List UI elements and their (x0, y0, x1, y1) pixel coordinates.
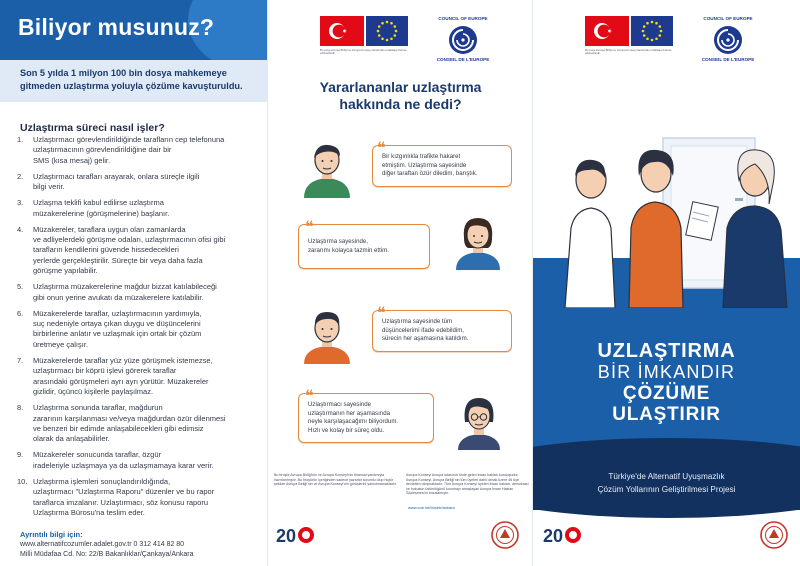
process-step (17, 309, 263, 351)
info-heading: Ayrıntılı bilgi için: (20, 530, 83, 539)
step-text-line: Uzlaştırma işlemleri sonuçlandırıldığında, (33, 476, 171, 486)
woman-avatar-icon (448, 212, 508, 275)
project-name-line: Çözüm Yollarının Geliştirilmesi Projesi (597, 485, 736, 494)
step-text-line: uzlaştırmacı bir köprü işlevi görerek taraflar (33, 366, 177, 376)
step-text-line: zararının karşılanması ve/veya mağdurdan özür dilenmesi (33, 413, 226, 423)
quote-line: etmiştim. Uzlaştırma sayesinde (382, 161, 467, 169)
testimonial-quote-2 (298, 217, 430, 269)
quote-mark-icon: ❝ (377, 303, 386, 322)
process-step (17, 477, 263, 519)
panel-title: Biliyor musunuz? (18, 14, 215, 40)
step-text-line: Uzlaştırmacı tarafları arayarak, onlara süreçle ilgili (33, 171, 200, 181)
testimonials-heading (268, 79, 533, 113)
coe-description: Avrupa Konseyi Avrupa kıtasının önde gelen insan hakları kuruluşudur. Avrupa Konseyi, Avrupa Birliği'nin tüm üyeleri dahil olmak üzere 46 üye devletten oluşmaktadır. Tüm Avrupa Konseyi üyeleri insan hakları, demokrasi ve hukukun üstünlüğünü korumayı amaçlayan Avrupa İnsan Hakları Sözleşmesi'ni imzalamıştır. (406, 473, 529, 496)
cover-title (533, 340, 800, 425)
step-text-line: uzlaştırmacı "Uzlaştırma Raporu" düzenler ve bu rapor (33, 487, 215, 497)
quote-line: sürecin her aşamasına katıldım. (382, 335, 469, 343)
quote-mark-icon: ❝ (305, 217, 314, 236)
coe-logo (432, 16, 494, 64)
step-text-line: taraflarca imzalanır. Uzlaştırmacı, söz konusu raporu (33, 497, 209, 507)
step-text-line: gibi onun yerine avukatı da müzakerelere katılabilir. (33, 292, 204, 302)
coe-logo (697, 16, 759, 64)
step-text-line: yerlerde gerçekleştirilir. Süreçte bir veya daha fazla (33, 255, 203, 265)
process-step (17, 282, 263, 303)
coe-name-fr: CONSEIL DE L'EUROPE (436, 57, 490, 62)
heading-line: hakkında ne dedi? (339, 96, 462, 112)
quote-line: Uzlaştırma sayesinde, (308, 238, 368, 245)
heading-line: Yararlananlar uzlaştırma (319, 79, 482, 95)
step-text-line: Müzakerelerde taraflar yüz yüze görüşmek istemezse, (33, 355, 213, 365)
coe-emblem-icon (449, 26, 477, 54)
step-text-line: Müzakereler, taraflara uygun olan zamanlarda (33, 224, 186, 234)
coe-name-fr: CONSEIL DE L'EUROPE (701, 57, 755, 62)
step-number: 2. (17, 171, 24, 181)
step-number: 4. (17, 224, 24, 234)
testimonial-quote-4 (298, 386, 434, 443)
quote-line: zararımı kolayca tazmin ettim. (308, 246, 389, 254)
cover-title-line: UZLAŞTIRMA (597, 340, 736, 362)
step-text-line: tarafların kendilerini güvende hissedecekleri (33, 245, 179, 255)
step-number: 9. (17, 450, 24, 460)
quote-mark-icon: ❝ (377, 138, 386, 157)
step-text-line: Uzlaşma teklifi kabul edilirse uzlaştırma (33, 198, 164, 208)
cover-title-line: ULAŞTIRIR (612, 404, 721, 425)
step-text-line: suç nedeniyle ortaya çıkan duygu ve düşüncelerini (33, 319, 201, 329)
step-number: 7. (17, 355, 24, 365)
step-text-line: Müzakerelerde taraflar, uzlaştırmacının yardımıyla, (33, 308, 202, 318)
testimonial-quote-1 (372, 138, 512, 187)
step-text-line: Müzakereler sonucunda taraflar, özgür (33, 450, 161, 460)
fact-line: Son 5 yılda 1 milyon 100 bin dosya mahkemeye (20, 68, 227, 78)
quote-line: Uzlaştırmacı sayesinde (308, 401, 371, 408)
step-text-line: uzlaştırmacının görevlendirildiğine dair bir (33, 145, 172, 155)
process-step (17, 403, 263, 445)
step-number: 5. (17, 282, 24, 292)
step-text-line: Uzlaştırma müzakerelerine mağdur bizzat katılabileceği (33, 282, 217, 292)
step-number: 1. (17, 135, 24, 144)
ministry-seal-icon (490, 520, 520, 555)
process-step (17, 135, 263, 166)
turkey-flag-icon (320, 16, 364, 46)
step-text-line: müzakerelerine (görüşmelerine) başlanır. (33, 208, 170, 218)
project-name-line: Türkiye'de Alternatif Uyuşmazlık (608, 472, 725, 481)
title-banner (0, 0, 268, 60)
coe-name-en: COUNCIL OF EUROPE (703, 16, 753, 21)
quote-line: düşüncelerimi ifade edebildim, (382, 326, 464, 334)
turkey-flag-icon (585, 16, 629, 46)
step-text-line: ve adliyelerdeki görüşme odaları, uzlaştırmacının ofisi gibi (33, 235, 226, 245)
man-avatar-icon (296, 302, 358, 369)
left-panel (0, 0, 268, 566)
step-text-line: üretmeye çalışır. (33, 339, 89, 349)
quote-line: Hızlı ve kolay bir süreç oldu. (308, 426, 385, 434)
eu-disclaimer: Bu broşür Avrupa Birliği'nin ve Avrupa Konseyi'nin finansal yardımıyla hazırlanmıştır. Bu broşürün içeriğinden sadece yazarlar sorumlu olup hiçbir şekilde Avrupa Birliği'nin ve Avrupa Konseyi'nin görüşlerini yansıtmamaktadır. (274, 473, 397, 487)
flags-logo (585, 16, 673, 54)
step-text-line: ve benzeri bir edimde anlaşabilecekleri gibi edimsiz (33, 423, 204, 433)
step-text-line: birbirlerine anlatır ve uzlaşmak için ortak bir çözüm (33, 329, 202, 339)
cover-title-line: BİR İMKANDIR (597, 362, 736, 382)
eu-flag-icon (631, 16, 673, 46)
quote-line: uzlaştırmanın her aşamasında (308, 409, 390, 417)
step-text-line: gizlidir, üçüncü kişilerle paylaşılmaz. (33, 387, 154, 397)
quote-line: Bir kızgınlıkla trafikte hakaret (382, 153, 461, 160)
cover-title-line: ÇÖZÜME (622, 383, 711, 404)
quote-line: neyle karşılaşacağımı biliyordum. (308, 418, 399, 426)
process-heading: Uzlaştırma süreci nasıl işler? (20, 122, 165, 134)
step-text-line: Uzlaştırma Bürosu'na teslim eder. (33, 507, 145, 517)
step-text-line: görüşme yapılabilir. (33, 266, 98, 276)
partner-logos (320, 16, 520, 66)
ministry-seal-icon (759, 520, 789, 555)
fact-banner (0, 60, 268, 102)
flags-caption: Bu proje Avrupa Birliği ve Avrupa Konseyi tarafından ortaklaşa finanse edilmektedir (320, 48, 407, 56)
step-text-line: Uzlaştırmacı görevlendirildiğinde tarafların cep telefonuna (33, 135, 225, 144)
process-step (17, 356, 263, 398)
man-avatar-icon (296, 136, 358, 203)
process-step (17, 172, 263, 193)
project-name (533, 470, 800, 496)
step-text-line: arasındaki görüşmeleri ayrı ayrı yürütür. Müzakereler (33, 376, 209, 386)
anniversary-logo-icon (543, 522, 583, 553)
quote-line: Uzlaştırma sayesinde tüm (382, 318, 453, 325)
mediation-scene-illustration (555, 118, 800, 313)
fact-line: gitmeden uzlaştırma yoluyla çözüme kavuşturuldu. (20, 80, 243, 91)
step-number: 3. (17, 198, 24, 208)
middle-panel (268, 0, 533, 566)
anniversary-logo-icon (276, 522, 316, 553)
svg-text:20: 20 (276, 526, 297, 546)
quote-mark-icon: ❝ (305, 386, 314, 405)
coe-name-en: COUNCIL OF EUROPE (438, 16, 488, 21)
flags-logo (320, 16, 408, 54)
step-text-line: bilgi verir. (33, 182, 65, 192)
testimonial-quote-3 (372, 303, 512, 352)
svg-text:20: 20 (543, 526, 564, 546)
step-number: 10. (17, 476, 28, 486)
disclaimer-area (268, 467, 533, 510)
contact-website-phone: www.alternatifcozumler.adalet.gov.tr 0 312 414 82 80 (20, 541, 185, 548)
process-steps-list (17, 135, 263, 524)
step-number: 8. (17, 403, 24, 413)
cover-panel (533, 0, 800, 566)
coe-website-link[interactable]: www.coe.int/tr/web/ankara (408, 505, 455, 510)
step-number: 6. (17, 308, 24, 318)
step-text-line: SMS (kısa mesaj) gelir. (33, 155, 111, 165)
contact-address: Milli Müdafaa Cd. No: 22/B Bakanlıklar/Çankaya/Ankara (20, 551, 194, 558)
step-text-line: Uzlaştırma sonunda taraflar, mağdurun (33, 403, 163, 413)
eu-flag-icon (366, 16, 408, 46)
woman-with-glasses-avatar-icon (450, 392, 508, 455)
step-text-line: olarak da anlaşabilirler. (33, 434, 110, 444)
coe-emblem-icon (714, 26, 742, 54)
process-step (17, 450, 263, 471)
flags-caption: Bu proje Avrupa Birliği ve Avrupa Konseyi tarafından ortaklaşa finanse edilmektedir (585, 48, 672, 56)
quote-line: diğer taraftan özür diledim, barıştık. (382, 170, 478, 178)
process-step (17, 225, 263, 277)
step-text-line: iradeleriyle uzlaşmaya ya da uzlaşmamaya karar verir. (33, 460, 214, 470)
process-step (17, 198, 263, 219)
partner-logos (585, 16, 785, 66)
